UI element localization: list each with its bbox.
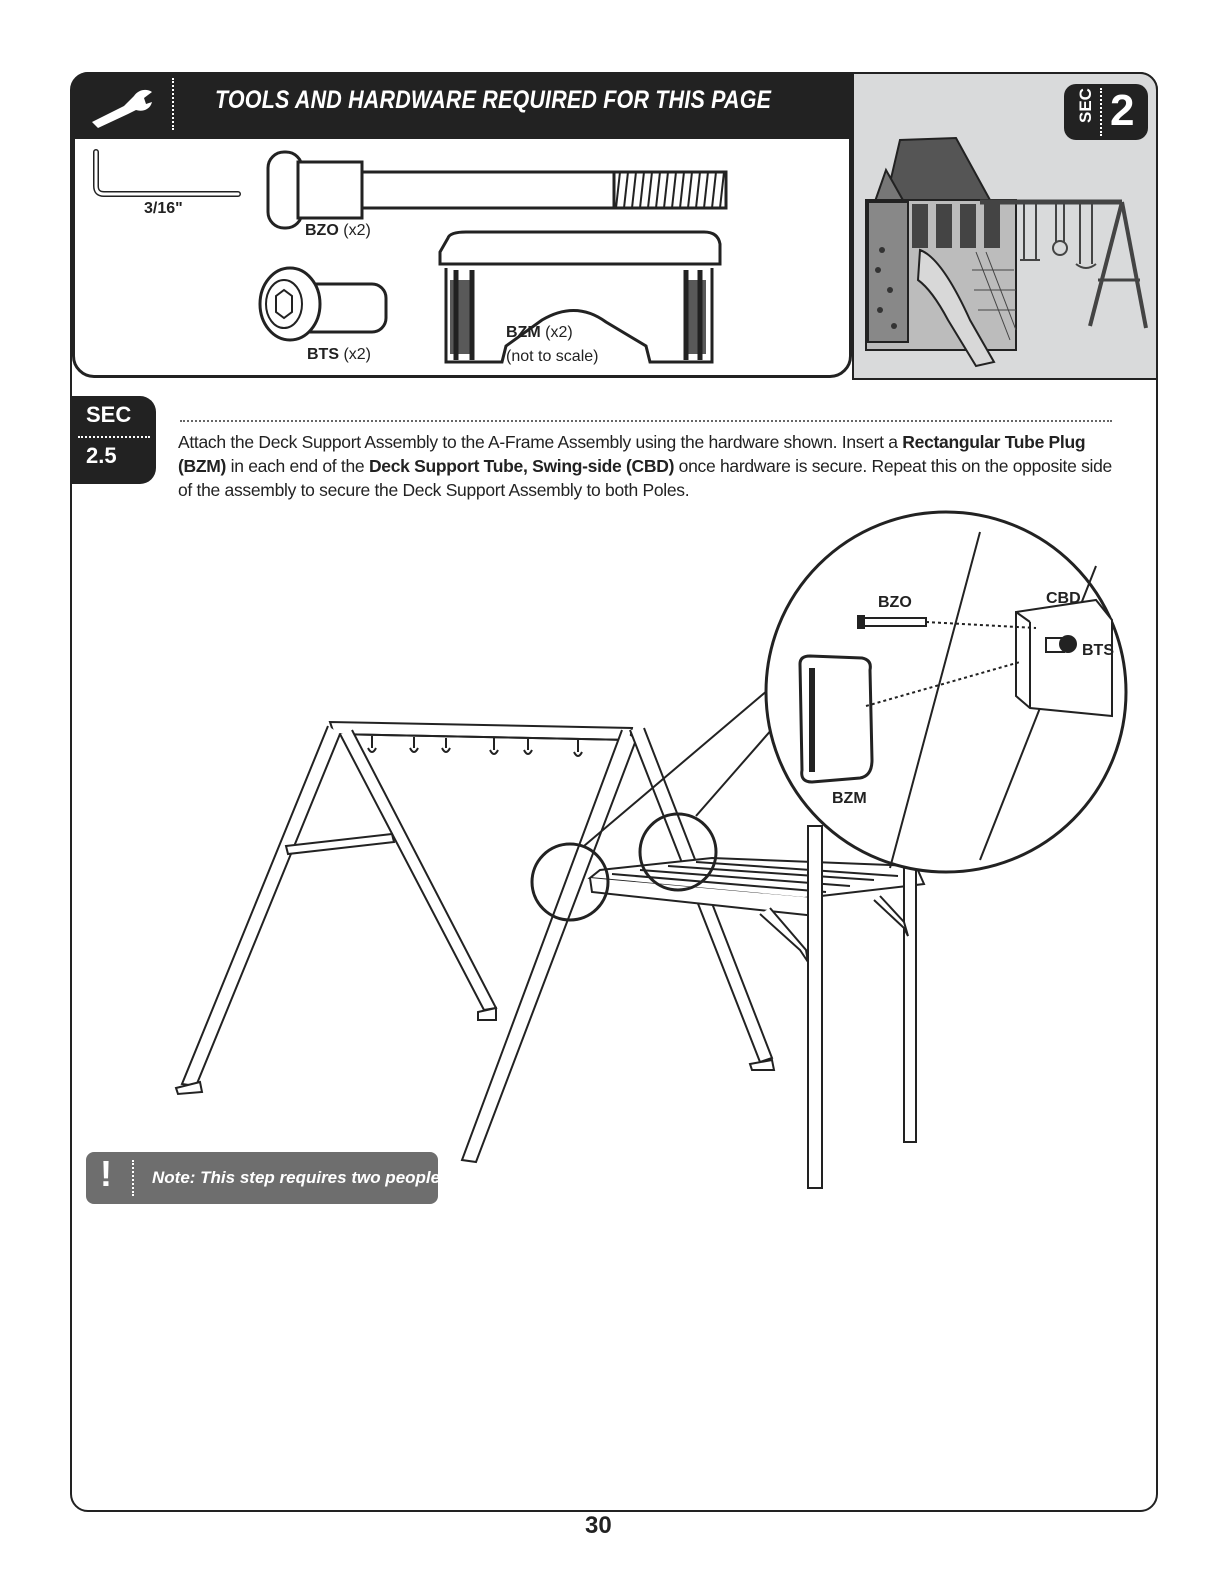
callout-bzo: BZO [878,594,912,611]
callout-cbd: CBD [1046,590,1081,607]
header-title: TOOLS AND HARDWARE REQUIRED FOR THIS PAGE [215,86,772,114]
page-number: 30 [585,1512,612,1539]
note-divider [132,1160,134,1196]
callout-bts: BTS [1082,642,1114,659]
tool-size-label: 3/16" [144,200,183,217]
step-instruction: Attach the Deck Support Assembly to the A-Frame Assembly using the hardware shown. Insert a Rectangular Tube Plug (BZM) in each end of the Deck Support Tube, Swing-side (CBD) once hardware is secure. Repeat this on the opposite side of the assembly to secure the Deck Support Assembly to both Poles. [178,432,1112,500]
section-badge-label: SEC [1076,88,1095,123]
step-badge-number: 2.5 [86,443,117,468]
section-badge-number: 2 [1110,86,1135,135]
step-badge-label: SEC [86,402,132,427]
bts-label: BTS (x2) [307,346,372,363]
warning-icon: ! [100,1153,112,1194]
bzm-label: BZM (x2) [506,324,573,341]
bzm-scale-note: (not to scale) [506,348,599,365]
callout-bzm: BZM [832,790,867,807]
note-text: Note: This step requires two people. [152,1168,445,1187]
bzo-label: BZO (x2) [305,222,371,239]
